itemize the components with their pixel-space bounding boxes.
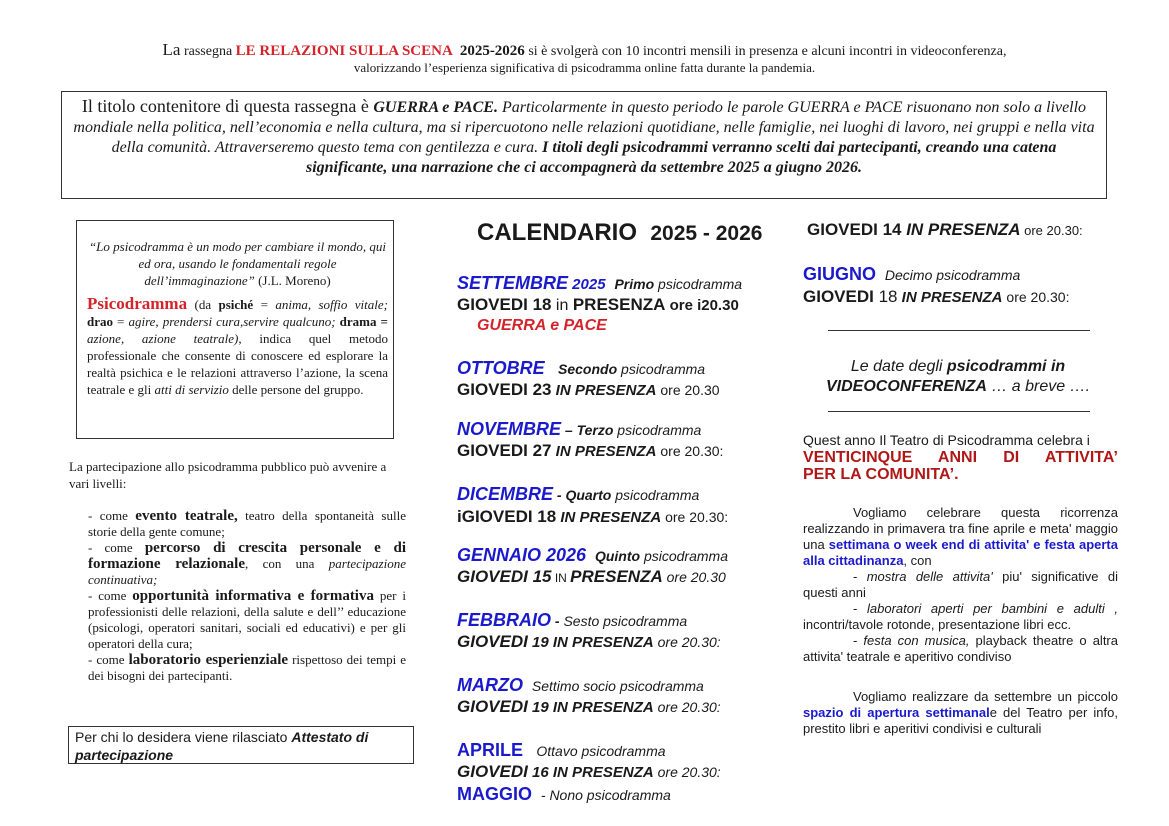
intro-rassegna: rassegna bbox=[180, 44, 236, 59]
list-item: - come laboratorio esperienziale rispettoso dei tempi e dei bisogni dei partecipanti. bbox=[88, 652, 407, 683]
list-item: - mostra delle attivita' piu' significative di questi anni bbox=[803, 569, 1118, 600]
anniversary-title: VENTICINQUE ANNI DI ATTIVITA’ bbox=[803, 449, 1118, 466]
intro-line-2: valorizzando l’esperienza significativa di psicodramma online fatta durante la pandemia. bbox=[353, 60, 816, 75]
date-dicembre: iGIOVEDI 18 IN PRESENZA ore 20.30: bbox=[457, 507, 729, 526]
list-item: - come opportunità informativa e formativa per i professionisti delle relazioni, della salute e dell’’ educazione (psicologi, operatori sanitari, sociali ed educativi) e per gli operatori della cura; bbox=[88, 588, 406, 651]
theme-box bbox=[61, 91, 1107, 199]
month-giugno: GIUGNO Decimo psicodramma bbox=[803, 264, 1021, 284]
month-marzo: MARZO Settimo socio psicodramma bbox=[457, 675, 704, 695]
month-aprile: APRILE Ottavo psicodramma bbox=[457, 740, 666, 760]
video-note: Le date degli psicodrammi in VIDEOCONFERENZA … a breve …. bbox=[825, 358, 1091, 395]
date-giugno: GIOVEDI 18 IN PRESENZA ore 20.30: bbox=[803, 287, 1070, 306]
definition-box bbox=[76, 220, 394, 439]
weekly-space-note: Vogliamo realizzare da settembre un piccolo spazio di apertura settimanale del Teatro per info, prestito libri e aperitivi condivisi e culturali bbox=[803, 689, 1118, 736]
divider bbox=[828, 330, 1090, 331]
intro-line-1 bbox=[0, 40, 1169, 60]
month-febbraio: FEBBRAIO - Sesto psicodramma bbox=[457, 610, 688, 630]
participation-levels bbox=[88, 508, 406, 684]
month-novembre: NOVEMBRE – Terzo psicodramma bbox=[457, 419, 702, 439]
theme-note: I titoli degli psicodrammi verranno scelti dai partecipanti, creando una catena significante, una narrazione che ci accompagnerà da settembre 2025 a giugno 2026. bbox=[305, 139, 1057, 176]
psychodrama-term: Psicodramma bbox=[87, 294, 188, 313]
list-item: - come percorso di crescita personale e di formazione relazionale, con una partecipazione continuativa; bbox=[88, 540, 406, 587]
certificate-label: Attestato di partecipazione bbox=[75, 729, 369, 763]
anniversary-note: Quest anno Il Teatro di Psicodramma celebra i VENTICINQUE ANNI DI ATTIVITA’ PER LA COMUNITA’. bbox=[803, 432, 1118, 483]
certificate-box: Per chi lo desidera viene rilasciato Attestato di partecipazione bbox=[68, 726, 414, 764]
calendar-title: CALENDARIO 2025 - 2026 bbox=[477, 219, 763, 246]
month-ottobre: OTTOBRE Secondo psicodramma bbox=[457, 358, 706, 378]
event-title: LE RELAZIONI SULLA SCENA bbox=[235, 43, 453, 59]
date-maggio: GIOVEDI 14 IN PRESENZA ore 20.30: bbox=[807, 220, 1083, 239]
list-item: - festa con musica, playback theatre o altra attivita' teatrale e aperitivo condiviso bbox=[803, 633, 1118, 664]
participation-intro: La partecipazione allo psicodramma pubblico può avvenire a vari livelli: bbox=[69, 459, 387, 491]
month-maggio: MAGGIO - Nono psicodramma bbox=[457, 784, 671, 804]
date-ottobre: GIOVEDI 23 IN PRESENZA ore 20.30 bbox=[457, 380, 720, 399]
anniversary-title-2: PER LA COMUNITA’. bbox=[803, 466, 959, 483]
date-settembre: GIOVEDI 18 in PRESENZA ore i20.30 bbox=[457, 295, 739, 314]
moreno-quote: “Lo psicodramma è un modo per cambiare il mondo, qui ed ora, usando le fondamentali regole dell’immaginazione” (J.L. Moreno) bbox=[88, 239, 387, 288]
month-settembre: SETTEMBRE 2025 Primo psicodramma bbox=[457, 273, 743, 293]
theme-title: GUERRA e PACE. bbox=[373, 99, 498, 116]
theme-lead: Il titolo contenitore di questa rassegna è bbox=[81, 96, 374, 116]
date-novembre: GIOVEDI 27 IN PRESENZA ore 20.30: bbox=[457, 441, 724, 460]
theme-settembre: GUERRA e PACE bbox=[477, 317, 607, 334]
psychodrama-definition: Psicodramma (da psiché = anima, soffio vitale; drao = agire, prendersi cura,servire qualcuno; drama = azione, azione teatrale), indica quel metodo professionale che consente di conoscere ed esplorare la realtà psichica e le relazioni attraverso l’azione, la scena teatrale e gli atti di servizio delle persone del gruppo. bbox=[87, 294, 389, 397]
month-gennaio: GENNAIO 2026 Quinto psicodramma bbox=[457, 545, 728, 565]
date-gennaio: GIOVEDI 15 IN PRESENZA ore 20.30 bbox=[457, 567, 726, 586]
list-item: - come evento teatrale, teatro della spontaneità sulle storie della gente comune; bbox=[88, 508, 406, 539]
celebration-plan: Vogliamo celebrare questa ricorrenza realizzando in primavera tra fine aprile e meta' maggio una settimana o week end di attivita' e festa aperta alla cittadinanza, con - mostra delle attivita' piu' significative di questi anni - laboratori aperti per bambini e adulti , incontri/tavole rotonde, presentazione libri ecc. - festa con musica, playback theatre o altra attivita' teatrale e aperitivo condiviso bbox=[803, 505, 1118, 664]
date-febbraio: GIOVEDI 19 IN PRESENZA ore 20.30: bbox=[457, 632, 721, 651]
intro-rest: si è svolgerà con 10 incontri mensili in presenza e alcuni incontri in videoconferenza, bbox=[524, 44, 1007, 59]
divider bbox=[828, 411, 1090, 412]
month-dicembre: DICEMBRE - Quarto psicodramma bbox=[457, 484, 700, 504]
list-item: - laboratori aperti per bambini e adulti , incontri/tavole rotonde, presentazione libri ecc. bbox=[803, 601, 1118, 632]
quote-author: (J.L. Moreno) bbox=[254, 273, 331, 288]
intro-la: La bbox=[162, 40, 181, 59]
event-years: 2025-2026 bbox=[459, 43, 525, 59]
date-marzo: GIOVEDI 19 IN PRESENZA ore 20.30: bbox=[457, 697, 721, 716]
theme-description: Particolarmente in questo periodo le parole GUERRA e PACE risuonano non solo a livello mondiale nella politica, nell’economia e nella cultura, ma si ripercuotono nelle relazioni quotidiane, nelle famiglie, nei luoghi di lavoro, nei gruppi e nella vita della comunità. Attraverseremo questo tema con gentilezza e cura. bbox=[73, 99, 1095, 156]
date-aprile: GIOVEDI 16 IN PRESENZA ore 20.30: bbox=[457, 762, 721, 781]
